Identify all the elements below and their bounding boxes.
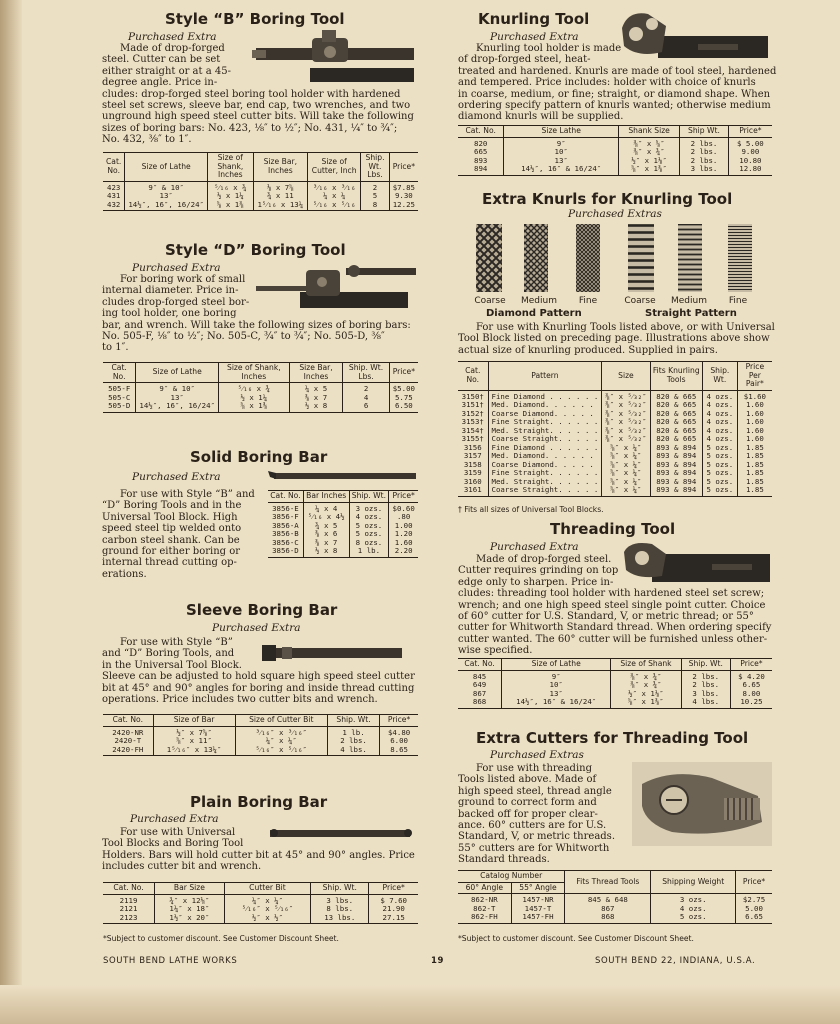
col-group-catalog-number: Catalog Number [458,871,565,883]
extra-knurls-subtitle: Purchased Extras [568,208,662,220]
footer-company: SOUTH BEND LATHE WORKS [103,956,238,966]
knurl-samples [468,222,768,294]
table-row: 862-T 1457-T 867 4 ozs. 5.00 [458,905,772,914]
table-row: 3856-F ⁵⁄₁₆ x 4½ 4 ozs. .80 [268,513,418,522]
table-row: 3157 Med. Diamond. . . . . . ⅝″ x ¼″ 893 & 894 5 ozs. 1.85 [458,452,772,461]
extra-cutters-description: For use with threading Tools listed above. Made of high speed steel, thread angle ground to correct form and backed off for proper clear- ance. 60° cutters are for U.S. Standard, V, or metric threads. 55° cutters are for Whitworth Standard threads. [458,763,615,866]
col-cat-no: Cat. No. [268,491,303,503]
col-size-bar: Size Bar, Inches [253,153,307,182]
threading-cutter-image [632,762,772,846]
knurling-subtitle: Purchased Extra [490,31,579,43]
solid-boring-bar-image [268,468,418,482]
table-row: 432 14½″, 16″, 16/24″ ⅝ x 1⅜ 1⁵⁄₁₆ x 13¼ ⁵⁄₁₆ x ⁵⁄₁₆ 8 12.25 [103,201,418,211]
col-price-per-pair: Price Per Pair* [737,362,772,391]
col-ship-wt: Ship. Wt. [327,715,379,727]
col-ship-wt: Ship. Wt. [311,883,369,895]
solid-bar-subtitle: Purchased Extra [132,471,221,483]
col-ship-wt: Ship Wt. [680,126,729,138]
solid-bar-title: Solid Boring Bar [190,448,328,466]
plain-bar-subtitle: Purchased Extra [130,813,219,825]
table-row: 820 9″ ⅜″ x ⅝″ 2 lbs. $ 5.00 [458,137,772,148]
col-size-lathe: Size Lathe [504,126,619,138]
extra-cutters-subtitle: Purchased Extras [490,749,584,761]
col-size-bar: Size Bar, Inches [289,363,343,383]
knurl-label: Coarse [624,296,656,306]
knurl-label: Medium [521,296,557,306]
col-bar-inches: Bar Inches [303,491,349,503]
col-ship-wt: Ship. Wt. [681,659,730,671]
table-row: 3856-B ⅜ x 6 5 ozs. 1.20 [268,530,418,539]
table-row: 649 10″ ⅜″ x ¾″ 2 lbs. 6.65 [458,681,772,690]
style-b-title: Style “B” Boring Tool [165,10,345,28]
sleeve-bar-price-table [103,714,418,756]
col-price: Price* [736,871,772,894]
sleeve-bar-subtitle: Purchased Extra [212,622,301,634]
table-row: 862-FH 1457-FH 868 5 ozs. 6.65 [458,913,772,923]
col-bar-size: Bar Size [155,883,225,895]
table-row: 2420-FH 1⁵⁄₁₆″ x 13¼″ ⁵⁄₁₆″ x ⁵⁄₁₆″ 4 lbs. 8.65 [103,746,418,756]
col-fits-knurling-tools: Fits Knurling Tools [650,362,702,391]
col-cat-no: Cat. No. [103,715,153,727]
knurl-label: Fine [728,296,748,306]
straight-pattern-label: Straight Pattern [645,308,737,319]
col-price: Price* [728,126,772,138]
threading-price-table [458,658,772,709]
table-row: 3154† Med. Straight. . . . . . ⅜″ x ⁵⁄₃₂″ 820 & 665 4 ozs. 1.60 [458,427,772,436]
extra-knurls-title: Extra Knurls for Knurling Tool [482,190,733,208]
col-size-of-cutter-bit: Size of Cutter Bit [235,715,327,727]
table-row: 893 13″ ½″ x 1⅛″ 2 lbs. 10.80 [458,157,772,166]
table-row: 3158 Coarse Diamond. . . . . ⅝″ x ¼″ 893 & 894 5 ozs. 1.85 [458,461,772,470]
solid-bar-price-table [268,490,418,558]
table-row: 2123 1½″ x 20″ ½″ x ½″ 13 lbs. 27.15 [103,914,418,924]
style-b-subtitle: Purchased Extra [128,31,217,43]
col-size-of-shank: Size of Shank, Inches [219,363,290,383]
solid-bar-description: For use with Style “B” and “D” Boring Tools and in the Universal Tool Block. High speed steel tip welded onto carbon steel shank. Can be ground for either boring or internal thread cutting op- erations. [102,489,255,580]
col-ship-wt: Ship. Wt. Lbs. [361,153,389,182]
col-cat-no: Cat. No. [103,883,155,895]
style-b-price-table [103,152,418,211]
table-row: 3856-E ¼ x 4 3 ozs. $0.60 [268,502,418,513]
col-price: Price* [389,153,418,182]
col-cutter-bit: Cutter Bit [224,883,310,895]
col-shank-size: Shank Size [619,126,680,138]
extra-cutters-price-table [458,870,772,924]
page-bottom-shadow [0,985,840,1024]
col-cat-no: Cat. No. [103,153,125,182]
sleeve-bar-title: Sleeve Boring Bar [186,601,338,619]
knurl-label: Coarse [474,296,506,306]
table-row: 3856-D ½ x 8 1 lb. 2.20 [268,547,418,557]
table-row: 2420-NR ½″ x 7⅝″ ³⁄₁₆″ x ³⁄₁₆″ 1 lb. $4.80 [103,726,418,737]
extra-cutters-title: Extra Cutters for Threading Tool [476,729,749,747]
table-row: 3150† Fine Diamond . . . . . . ⅜″ x ⁵⁄₃₂″ 820 & 665 4 ozs. $1.60 [458,390,772,401]
col-ship-wt: Ship. Wt. Lbs. [343,363,389,383]
plain-bar-description: For use with Universal Tool Blocks and Boring Tool Holders. Bars will hold cutter bit at 45° and 90° angles. Price includes cutter bit and wrench. [102,827,415,873]
table-row: 3152† Coarse Diamond. . . . . ⅜″ x ⁵⁄₃₂″ 820 & 665 4 ozs. 1.60 [458,410,772,419]
table-row: 3161 Coarse Straight. . . . . ⅝″ x ¼″ 893 & 894 5 ozs. 1.85 [458,486,772,496]
threading-subtitle: Purchased Extra [490,541,579,553]
style-d-title: Style “D” Boring Tool [165,241,346,259]
extra-knurls-price-table [458,361,772,497]
col-cat-no: Cat. No. [103,363,136,383]
plain-bar-price-table [103,882,418,924]
table-row: 894 14½″, 16″ & 16/24″ ⅝″ x 1⅜″ 3 lbs. 12.80 [458,165,772,175]
knurling-price-table [458,125,772,176]
table-row: 2121 1¼″ x 18″ ⁵⁄₁₆″ x ⁵⁄₁₆″ 8 lbs. 21.90 [103,905,418,914]
plain-bar-title: Plain Boring Bar [190,793,328,811]
table-row: 423 9″ & 10″ ⁵⁄₁₆ x ¾ ⅛ x 7⅝ ³⁄₁₆ x ³⁄₁₆ 2 $7.85 [103,181,418,192]
diamond-pattern-label: Diamond Pattern [486,308,582,319]
table-row: 3156 Fine Diamond . . . . . . ⅝″ x ¼″ 893 & 894 5 ozs. 1.85 [458,444,772,453]
table-row: 3159 Fine Straight. . . . . . ⅝″ x ¼″ 893 & 894 5 ozs. 1.85 [458,469,772,478]
table-row: 3153† Fine Straight. . . . . . ⅜″ x ⁵⁄₃₂″ 820 & 665 4 ozs. 1.60 [458,418,772,427]
right-footnote: *Subject to customer discount. See Customer Discount Sheet. [458,934,694,943]
col-cat-no: Cat. No. [458,362,488,391]
style-d-subtitle: Purchased Extra [132,262,221,274]
col-ship-wt: Ship. Wt. [349,491,389,503]
style-d-price-table [103,362,418,413]
col-ship-wt: Ship. Wt. [702,362,737,391]
table-row: 505-F 9″ & 10″ ⁵⁄₁₆ x ¾ ¼ x 5 2 $5.00 [103,383,418,394]
col-price: Price* [380,715,418,727]
col-size-of-cutter: Size of Cutter, Inch [308,153,361,182]
col-60-angle: 60° Angle [458,882,511,894]
col-pattern: Pattern [488,362,602,391]
col-size-of-lathe: Size of Lathe [125,153,208,182]
knurl-label: Medium [671,296,707,306]
col-size-of-lathe: Size of Lathe [502,659,611,671]
knurling-title: Knurling Tool [478,10,590,28]
sleeve-bar-description: For use with Style “B” and “D” Boring Tools, and in the Universal Tool Block. Sleeve can be adjusted to hold square high speed steel cutter bit at 45° and 90° angles for boring and inside thread cutting operations. Price includes two cutter bits and wrench. [102,637,415,706]
left-footnote: *Subject to customer discount. See Customer Discount Sheet. [103,934,339,943]
col-55-angle: 55° Angle [511,882,565,894]
table-row: 505-C 13″ ½ x 1¼ ⅜ x 7 4 5.75 [103,394,418,403]
col-size: Size [602,362,650,391]
knurl-label: Fine [578,296,598,306]
threading-description: Made of drop-forged steel. Cutter requires grinding on top edge only to sharpen. Price in- cludes: threading tool holder with hardened steel set screw; wrench; and one high speed steel single point cutter. Choice of 60° cutter for U.S. Standard, V, or metric thread; or 55° cutter for Whitworth Standard thread. When ordering specify cutter wanted. The 60° cutter will be furnished unless other- wise specified. [458,554,772,657]
col-shipping-weight: Shipping Weight [651,871,736,894]
table-row: 2420-T ⅝″ x 11″ ¼″ x ¼″ 2 lbs. 6.00 [103,737,418,746]
table-row: 665 10″ ⅜″ x ¾″ 2 lbs. 9.00 [458,148,772,157]
table-row: 3151† Med. Diamond. . . . . . ⅜″ x ⁵⁄₃₂″ 820 & 665 4 ozs. 1.60 [458,401,772,410]
table-row: 867 13″ ½″ x 1⅛″ 3 lbs. 8.00 [458,690,772,699]
col-size-of-lathe: Size of Lathe [136,363,219,383]
col-size-of-shank: Size of Shank, Inches [208,153,254,182]
page-number: 19 [431,956,445,966]
page-binding-shadow [0,0,22,1024]
table-row: 3155† Coarse Straight. . . . . ⅜″ x ⁵⁄₃₂″ 820 & 665 4 ozs. 1.60 [458,435,772,444]
table-row: 505-D 14½″, 16″, 16/24″ ⅝ x 1⅜ ½ x 8 6 6.50 [103,402,418,412]
table-row: 2119 ¾″ x 12⅛″ ¼″ x ¼″ 3 lbs. $ 7.60 [103,894,418,905]
col-price: Price* [389,491,418,503]
col-size-of-bar: Size of Bar [153,715,235,727]
style-b-description: Made of drop-forged steel. Cutter can be set either straight or at a 45- degree angle. Price in- cludes: drop-forged steel boring tool holder with hardened steel set screws, sleeve bar, end cap, two wrenches, and two unground high speed steel cutter bits. Will take the following sizes of boring bars: No. 423, ⅛″ to ½″; No. 431, ¼″ to ¾″; No. 432, ⅜″ to 1″. [102,43,414,146]
extra-knurls-description: For use with Knurling Tools listed above, or with Universal Tool Block listed on preceding page. Illustrations above show actual size of knurling produced. Supplied in pairs. [458,322,775,356]
table-row: 431 13″ ½ x 1¼ ¾ x 11 ¼ x ¼ 5 9.30 [103,192,418,201]
knurls-footnote: † Fits all sizes of Universal Tool Blocks. [458,505,604,514]
col-cat-no: Cat. No. [458,659,502,671]
table-row: 845 9″ ⅜″ x ¾″ 2 lbs. $ 4.20 [458,670,772,681]
col-cat-no: Cat. No. [458,126,504,138]
table-row: 3856-A ¾ x 5 5 ozs. 1.00 [268,522,418,531]
col-size-of-shank: Size of Shank [611,659,681,671]
style-d-description: For boring work of small internal diameter. Price in- cludes drop-forged steel bor- ing tool holder, one boring bar, and wrench. Will take the following sizes of boring bars: No. 505-F, ⅛″ to ½″; No. 505-C, ¾″ to ¾″; No. 505-D, ⅜″ to 1″. [102,274,411,354]
threading-title: Threading Tool [550,520,676,538]
table-row: 3160 Med. Straight. . . . . . ⅝″ x ¼″ 893 & 894 5 ozs. 1.85 [458,478,772,487]
col-price: Price* [369,883,418,895]
col-price: Price* [389,363,418,383]
knurling-description: Knurling tool holder is made of drop-forged steel, heat- treated and hardened. Knurls are made of tool steel, hardened and tempered. Price includes: holder with choice of knurls in coarse, medium, or fine; straight, or diamond shape. When ordering specify pattern of knurls wanted; otherwise medium diamond knurls will be supplied. [458,43,777,123]
col-price: Price* [730,659,772,671]
col-fits-thread-tools: Fits Thread Tools [565,871,651,894]
table-row: 862-NR 1457-NR 845 & 648 3 ozs. $2.75 [458,894,772,905]
table-row: 868 14½″, 16″ & 16/24″ ⅝″ x 1⅜″ 4 lbs. 10.25 [458,698,772,708]
table-row: 3856-C ⅜ x 7 8 ozs. 1.60 [268,539,418,548]
footer-address: SOUTH BEND 22, INDIANA, U.S.A. [595,956,756,966]
